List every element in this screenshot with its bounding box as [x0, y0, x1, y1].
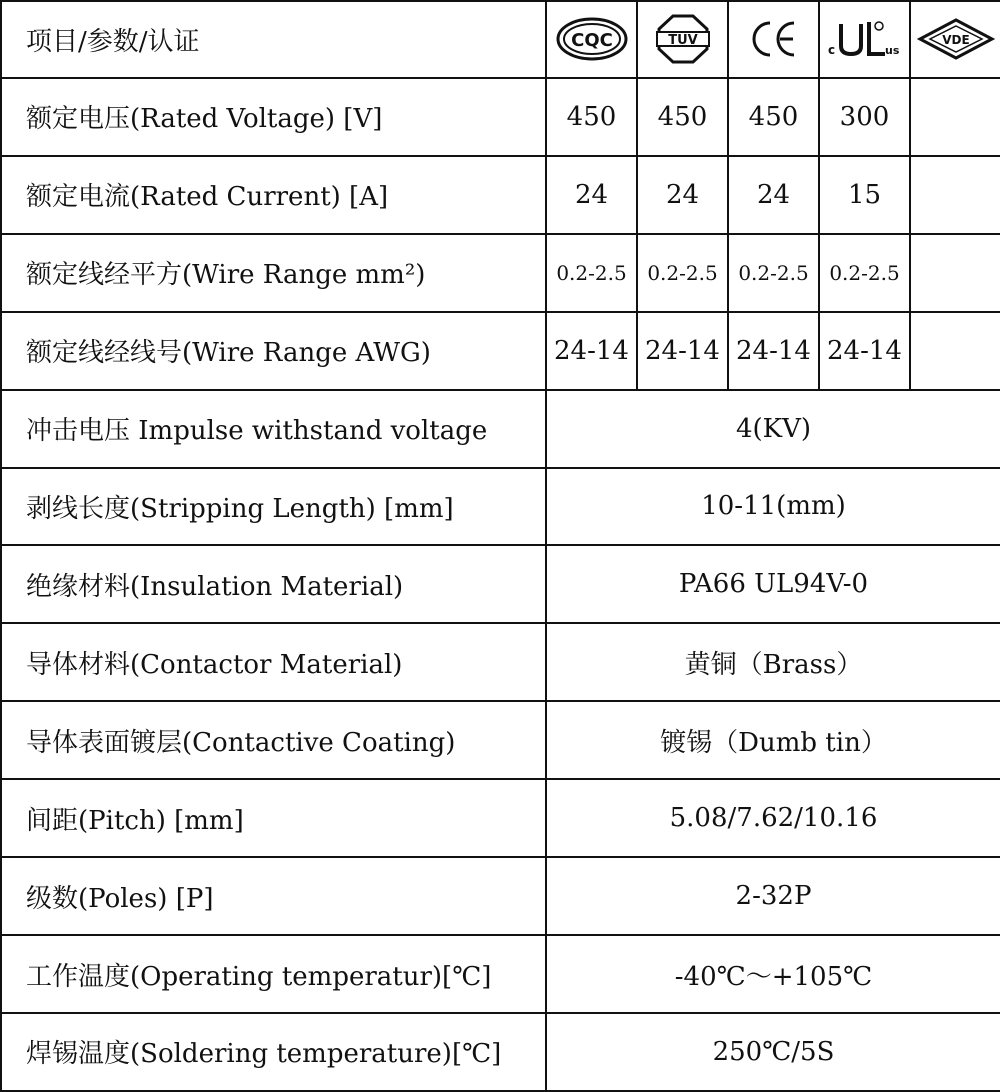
ce-mark-icon — [748, 17, 800, 61]
row-label: 间距(Pitch) [mm] — [1, 779, 546, 857]
svg-text:CQC: CQC — [570, 30, 613, 52]
table-row — [1, 390, 1000, 468]
row-value: 镀锡（Dumb tin） — [546, 701, 1000, 779]
cell-value: 0.2-2.5 — [637, 234, 728, 312]
tuv-mark-cell — [637, 1, 728, 78]
table-row — [1, 156, 1000, 234]
cell-value — [910, 156, 1000, 234]
table-row — [1, 701, 1000, 779]
row-label: 额定线经线号(Wire Range AWG) — [1, 312, 546, 390]
cell-value: 24-14 — [637, 312, 728, 390]
cell-value: 450 — [728, 78, 819, 156]
header-label: 项目/参数/认证 — [1, 1, 546, 78]
svg-text:TUV: TUV — [667, 33, 698, 49]
row-label: 额定线经平方(Wire Range mm²) — [1, 234, 546, 312]
row-label: 额定电压(Rated Voltage) [V] — [1, 78, 546, 156]
row-value: PA66 UL94V-0 — [546, 545, 1000, 623]
row-value: 5.08/7.62/10.16 — [546, 779, 1000, 857]
cell-value: 24 — [546, 156, 637, 234]
table-row — [1, 78, 1000, 156]
table-row — [1, 545, 1000, 623]
row-value: 2-32P — [546, 857, 1000, 935]
table-row — [1, 857, 1000, 935]
row-label: 焊锡温度(Soldering temperature)[℃] — [1, 1013, 546, 1091]
vde-mark-icon — [916, 16, 996, 62]
row-value: -40℃～+105℃ — [546, 935, 1000, 1013]
table-row — [1, 779, 1000, 857]
cell-value: 15 — [819, 156, 910, 234]
cell-value: 450 — [637, 78, 728, 156]
cell-value — [910, 234, 1000, 312]
vde-mark-cell — [910, 1, 1000, 78]
row-label: 导体材料(Contactor Material) — [1, 623, 546, 701]
cell-value: 0.2-2.5 — [728, 234, 819, 312]
cul-us-mark-icon — [825, 16, 905, 62]
row-label: 导体表面镀层(Contactive Coating) — [1, 701, 546, 779]
cell-value: 24-14 — [728, 312, 819, 390]
row-value: 10-11(mm) — [546, 468, 1000, 546]
row-label: 冲击电压 Impulse withstand voltage — [1, 390, 546, 468]
cell-value: 300 — [819, 78, 910, 156]
ce-mark-cell — [728, 1, 819, 78]
header-row — [1, 1, 1000, 78]
cell-value: 0.2-2.5 — [819, 234, 910, 312]
row-label: 工作温度(Operating temperatur)[℃] — [1, 935, 546, 1013]
row-value: 黄铜（Brass） — [546, 623, 1000, 701]
cell-value: 24 — [728, 156, 819, 234]
cell-value: 24-14 — [546, 312, 637, 390]
cell-value: 24-14 — [819, 312, 910, 390]
row-value: 4(KV) — [546, 390, 1000, 468]
row-label: 绝缘材料(Insulation Material) — [1, 545, 546, 623]
row-value: 250℃/5S — [546, 1013, 1000, 1091]
table-row — [1, 623, 1000, 701]
row-label: 剥线长度(Stripping Length) [mm] — [1, 468, 546, 546]
cell-value — [910, 78, 1000, 156]
svg-text:c: c — [827, 43, 835, 58]
table-row — [1, 1013, 1000, 1091]
cul-mark-cell — [819, 1, 910, 78]
table-row — [1, 468, 1000, 546]
table-row — [1, 234, 1000, 312]
table-row — [1, 935, 1000, 1013]
row-label: 级数(Poles) [P] — [1, 857, 546, 935]
cell-value: 24 — [637, 156, 728, 234]
ccc-mark-icon — [555, 16, 629, 62]
cqc-mark-cell — [546, 1, 637, 78]
cell-value: 0.2-2.5 — [546, 234, 637, 312]
table-row — [1, 312, 1000, 390]
row-label: 额定电流(Rated Current) [A] — [1, 156, 546, 234]
cell-value — [910, 312, 1000, 390]
svg-text:VDE: VDE — [941, 33, 970, 48]
tuv-mark-icon — [655, 13, 711, 65]
cell-value: 450 — [546, 78, 637, 156]
svg-text:us: us — [884, 44, 899, 58]
